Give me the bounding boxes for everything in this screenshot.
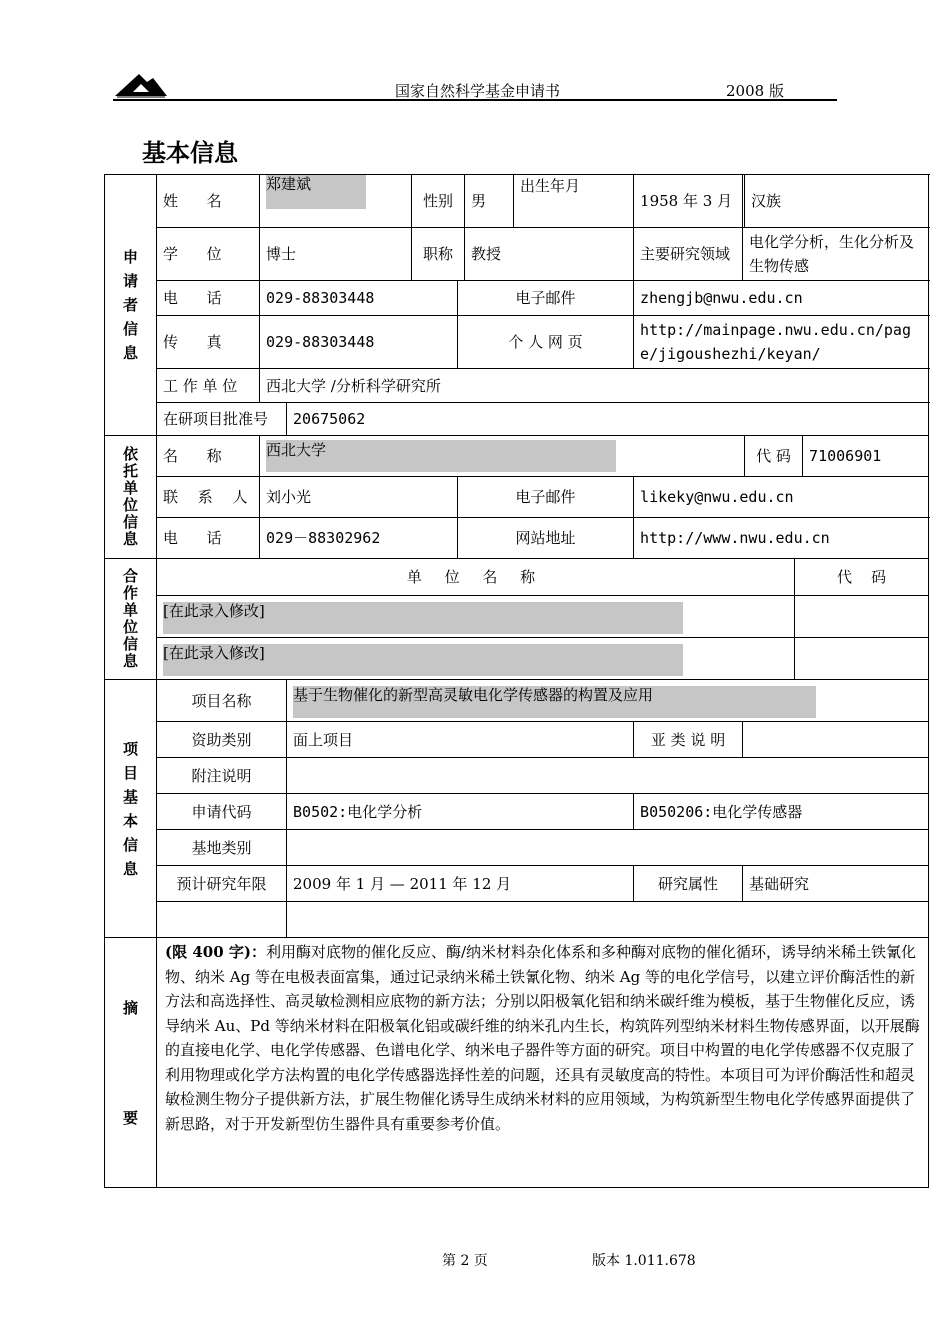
project-section-label: 项目基本信息: [105, 680, 157, 938]
applicant-email: zhengjb@nwu.edu.cn: [634, 281, 929, 316]
email-label: 电子邮件: [458, 281, 634, 316]
note-label: 附注说明: [157, 758, 287, 794]
fax-label: 传 真: [157, 316, 260, 369]
title-label: 职称: [412, 228, 465, 281]
phone-label: 电 话: [157, 281, 260, 316]
abstract-text: 利用酶对底物的催化反应、酶/纳米材料杂化体系和多种酶对底物的催化循环，诱导纳米稀土铁氰化物、纳米 Ag 等在电极表面富集，通过记录纳米稀土铁氰化物、纳米 Ag 等的电化学信号，以建立评价酶活性的新方法和高选择性、高灵敏检测相应底物的新方法；分别以阳极氧化铝和纳米碳纤维为模板，基于生物催化反应，诱导纳米 Au、Pd 等纳米材料在阳极氧化铝或碳纤维的纳米孔内生长，构筑阵列型纳米材料生物传感界面，以开展酶的直接电化学、电化学传感器、色谱电化学、纳米电子器件等方面的研究。项目中构置的电化学传感器不仅克服了利用物理或化学方法构置的电化学传感器选择性差的问题，还具有灵敏度高的特性。本项目可为评价酶活性和超灵敏检测生物分子提供新方法，扩展生物催化诱导生成纳米材料的应用领域，为构筑新型生物电化学传感界面提供了新思路，对于开发新型仿生器件具有重要参考价值。: [165, 943, 920, 1133]
subtype-label: 亚 类 说 明: [634, 722, 743, 758]
code-label: 申请代码: [157, 794, 287, 830]
applicant-title: 教授: [465, 228, 634, 281]
abstract-body: [157, 938, 929, 1188]
page-title: 基本信息: [142, 139, 238, 167]
host-contact: 刘小光: [260, 477, 458, 518]
project-code-1: B0502:电化学分析: [287, 794, 634, 830]
nsfc-logo-icon: [113, 66, 169, 98]
project-funding: 面上项目: [287, 722, 634, 758]
host-code-label: 代 码: [745, 436, 803, 477]
header-version: 2008 版: [726, 82, 784, 100]
unit-label: 工 作 单 位: [157, 369, 260, 403]
host-phone-label: 电 话: [157, 518, 260, 559]
website-label: 网站地址: [458, 518, 634, 559]
base-label: 基地类别: [157, 830, 287, 866]
host-name-label: 名 称: [157, 436, 260, 477]
host-website[interactable]: http://www.nwu.edu.cn: [634, 518, 929, 559]
partner-row-code[interactable]: [795, 596, 929, 638]
header-rule: [113, 99, 837, 101]
partner-row[interactable]: [在此录入修改]: [157, 596, 795, 638]
footer-page-number: 第 2 页: [442, 1253, 488, 1269]
applicant-name: 郑建斌: [260, 175, 412, 228]
abstract-section-label: 摘要: [105, 938, 157, 1188]
field-label: 主要研究领域: [634, 228, 743, 281]
applicant-phone: 029-88303448: [260, 281, 458, 316]
applicant-section-label: 申请者信息: [105, 175, 157, 436]
project-name-label: 项目名称: [157, 680, 287, 722]
partner-name-header: 单 位 名 称: [157, 559, 795, 596]
applicant-birth: 1958 年 3 月: [634, 175, 743, 228]
birth-label: 出生年月: [514, 175, 634, 228]
contact-label: 联 系 人: [157, 477, 260, 518]
name-label: 姓 名: [157, 175, 260, 228]
partner-section-label: 合作单位信息: [105, 559, 157, 680]
period-label: 预计研究年限: [157, 866, 287, 902]
applicant-ethnicity: 汉族: [745, 175, 929, 228]
applicant-homepage[interactable]: http://mainpage.nwu.edu.cn/page/jigoushezhi/keyan/: [634, 316, 929, 369]
project-note: [287, 758, 929, 794]
host-email-label: 电子邮件: [458, 477, 634, 518]
project-base: [287, 830, 929, 866]
degree-label: 学 位: [157, 228, 260, 281]
partner-row[interactable]: [在此录入修改]: [157, 638, 795, 680]
host-phone: 029－88302962: [260, 518, 458, 559]
abstract-limit: (限 400 字)：: [165, 943, 266, 961]
project-no-label: 在研项目批准号: [157, 403, 287, 436]
project-attr: 基础研究: [743, 866, 929, 902]
host-section-label: 依托单位信息: [105, 436, 157, 559]
project-blank-label: [157, 902, 287, 938]
host-code: 71006901: [803, 436, 929, 477]
gender-label: 性别: [412, 175, 465, 228]
project-subtype: [743, 722, 929, 758]
partner-row-code[interactable]: [795, 638, 929, 680]
applicant-field: 电化学分析，生化分析及生物传感: [743, 228, 929, 281]
partner-code-header: 代 码: [795, 559, 929, 596]
host-name: 西北大学: [260, 436, 745, 477]
project-code-2: B050206:电化学传感器: [634, 794, 929, 830]
applicant-gender: 男: [465, 175, 514, 228]
homepage-label: 个 人 网 页: [458, 316, 634, 369]
project-name: 基于生物催化的新型高灵敏电化学传感器的构置及应用: [287, 680, 929, 722]
project-period: 2009 年 1 月 — 2011 年 12 月: [287, 866, 634, 902]
footer-version: 版本 1.011.678: [592, 1253, 696, 1269]
applicant-unit: 西北大学 /分析科学研究所: [260, 369, 929, 403]
header-title: 国家自然科学基金申请书: [395, 82, 561, 100]
host-email: likeky@nwu.edu.cn: [634, 477, 929, 518]
basic-info-table: [104, 174, 929, 1188]
applicant-project-no: 20675062: [287, 403, 929, 436]
attr-label: 研究属性: [634, 866, 743, 902]
applicant-fax: 029-88303448: [260, 316, 458, 369]
applicant-degree: 博士: [260, 228, 412, 281]
project-blank-value: [287, 902, 929, 938]
funding-label: 资助类别: [157, 722, 287, 758]
